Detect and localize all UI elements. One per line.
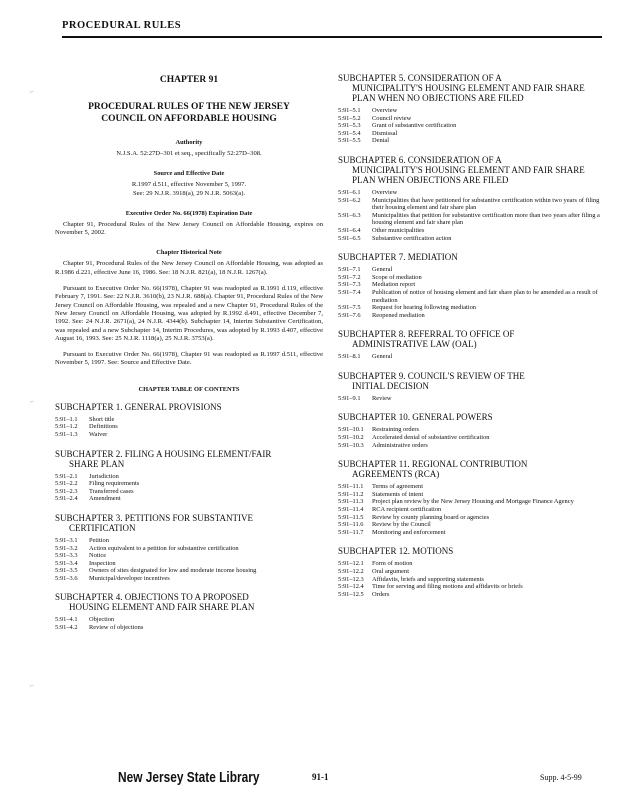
section-entry <box>338 227 600 235</box>
section-entry <box>338 137 600 145</box>
chapter-title-line2: COUNCIL ON AFFORDABLE HOUSING <box>101 114 277 124</box>
subchapter-title-text: SUBCHAPTER 10. GENERAL POWERS <box>338 412 493 423</box>
section-number: 5:91–10.2 <box>338 434 364 442</box>
section-title: Review of objections <box>89 624 144 632</box>
subchapter-block <box>338 459 600 536</box>
section-number: 5:91–5.1 <box>338 107 361 114</box>
subchapter-title <box>55 449 323 469</box>
section-title: Reopened mediation <box>372 311 425 319</box>
section-number: 5:91–2.4 <box>55 495 78 503</box>
authority-text: N.J.S.A. 52:27D–301 et seq., specifically 52:27D–308. <box>116 150 262 157</box>
chapter-title <box>55 101 323 125</box>
section-entry <box>338 506 600 514</box>
section-number: 5:91–4.2 <box>55 624 78 632</box>
header-rule <box>62 36 602 38</box>
section-number: 5:91–11.4 <box>338 506 364 514</box>
section-title: Review by the Council <box>372 521 431 529</box>
section-list <box>338 353 600 361</box>
subchapter-block <box>55 402 323 439</box>
subchapter-title-text: SUBCHAPTER 8. REFERRAL TO OFFICE OF <box>338 329 515 340</box>
section-entry <box>55 624 323 632</box>
section-entry <box>55 616 323 624</box>
section-number: 5:91–2.1 <box>55 472 78 480</box>
historical-note-heading: Chapter Historical Note <box>156 249 222 257</box>
section-title: Transferred cases <box>89 487 134 495</box>
section-entry <box>55 423 323 431</box>
section-number: 5:91–7.6 <box>338 311 361 319</box>
section-number: 5:91–7.4 <box>338 288 361 296</box>
section-entry <box>338 235 600 243</box>
section-list <box>55 473 323 503</box>
section-title: General <box>372 266 393 274</box>
section-title: Filing requirements <box>89 480 140 488</box>
section-entry <box>55 416 323 424</box>
section-entry <box>338 529 600 537</box>
section-number: 5:91–11.6 <box>338 521 364 529</box>
historical-note-para2: Pursuant to Executive Order No. 66(1978), Chapter 91 was readopted as R.1991 d.119, effective February 7, 1991. See: 22 N.J.R. 3610(b), 23 N.J.R. 688(a). Chapter 91, Procedural Rules of the New Jersey Council on Affordable Housing, was repealed and a new Chapter 91, Procedural Rules of the New Jersey Council on Affordable Housing, was adopted by R.1992 d.491, effective December 7, 1992. See: 24 N.J.R. 2671(a), 24 N.J.R. 4344(b). Subchapter 14, Interim Substantive Certification, was repealed and a new Subchapter 14, Interim Procedures, was adopted by R.1993 d.407, effective August 16, 1993. See: 25 N.J.R. 1118(a), 25 N.J.R. 3753(a). <box>55 285 323 342</box>
section-number: 5:91–5.4 <box>338 129 361 137</box>
section-entry <box>338 568 600 576</box>
left-column <box>55 75 323 642</box>
section-number: 5:91–6.3 <box>338 211 361 219</box>
section-title: Council review <box>372 114 412 122</box>
section-title: Owners of sites designated for low and moderate income housing <box>89 567 257 575</box>
section-title: Statements of intent <box>372 490 424 498</box>
subchapter-block <box>55 592 323 631</box>
section-number: 5:91–11.2 <box>338 490 364 498</box>
section-entry <box>55 545 323 553</box>
section-title: Definitions <box>89 423 118 431</box>
historical-note-para3: Pursuant to Executive Order No. 66(1978), Chapter 91 was readopted as R.1997 d.511, effective November 5, 1997. See: Source and Effective Date. <box>55 351 323 367</box>
section-number: 5:91–6.1 <box>338 188 361 196</box>
section-entry <box>55 575 323 583</box>
section-title: Jurisdiction <box>89 472 119 480</box>
subchapter-title-text: SUBCHAPTER 7. MEDIATION <box>338 252 458 263</box>
subchapter-block <box>338 412 600 449</box>
section-entry <box>338 212 600 227</box>
section-number: 5:91–12.4 <box>338 583 364 591</box>
section-number: 5:91–3.6 <box>55 574 78 582</box>
section-title: Terms of agreement <box>372 483 424 491</box>
subchapter-title-continued: MUNICIPALITY'S HOUSING ELEMENT AND FAIR SHARE PLAN WHEN OBJECTIONS ARE FILED <box>352 164 585 185</box>
section-entry <box>55 473 323 481</box>
section-entry <box>338 521 600 529</box>
subchapter-title-continued: AGREEMENTS (RCA) <box>352 469 440 480</box>
section-title: Restraining orders <box>372 426 420 434</box>
section-title: Overview <box>372 188 398 196</box>
section-title: Time for serving and filing motions and affidavits or briefs <box>372 583 523 591</box>
section-entry <box>55 560 323 568</box>
source-heading: Source and Effective Date <box>153 170 225 178</box>
subchapter-title-text: SUBCHAPTER 1. GENERAL PROVISIONS <box>55 401 222 412</box>
section-title: Publication of notice of housing element and fair share plan to be amended as a result of mediation <box>372 288 598 304</box>
executive-order-heading: Executive Order No. 66(1978) Expiration Date <box>125 209 253 217</box>
section-title: Administrative orders <box>372 441 428 449</box>
section-title: Request for hearing following mediation <box>372 304 477 312</box>
subchapter-title-text: SUBCHAPTER 5. CONSIDERATION OF A <box>338 73 502 83</box>
section-number: 5:91–8.1 <box>338 353 361 361</box>
scan-mark: ⌐ <box>30 88 34 96</box>
section-title: Municipalities that have petitioned for substantive certification within two years of filing their housing element and fair share plan <box>372 196 600 212</box>
section-title: Denial <box>372 137 390 145</box>
subchapter-title-continued: INITIAL DECISION <box>352 380 429 391</box>
subchapter-title <box>338 252 600 262</box>
subchapter-title-continued: ADMINISTRATIVE LAW (OAL) <box>352 339 477 350</box>
section-entry <box>55 480 323 488</box>
section-title: Petition <box>89 536 109 544</box>
subchapter-block <box>55 513 323 583</box>
section-title: RCA recipient certification <box>372 506 442 514</box>
section-number: 5:91–2.2 <box>55 480 78 488</box>
section-entry <box>55 488 323 496</box>
section-number: 5:91–6.4 <box>338 226 361 234</box>
section-entry <box>338 583 600 591</box>
section-list <box>338 107 600 145</box>
section-title: Dismissal <box>372 129 398 137</box>
subchapter-block <box>338 252 600 319</box>
section-title: Orders <box>372 590 390 598</box>
section-entry <box>55 567 323 575</box>
subchapter-title-text: SUBCHAPTER 6. CONSIDERATION OF A <box>338 154 502 165</box>
page-number: 91-1 <box>312 772 329 782</box>
section-entry <box>338 304 600 312</box>
section-number: 5:91–6.2 <box>338 196 361 204</box>
section-list <box>338 266 600 319</box>
scan-mark: ⌐ <box>30 398 34 406</box>
section-entry <box>338 122 600 130</box>
section-list <box>55 616 323 631</box>
section-number: 5:91–10.3 <box>338 441 364 449</box>
section-title: Scope of mediation <box>372 273 422 281</box>
section-number: 5:91–12.3 <box>338 575 364 583</box>
subchapter-title-text: SUBCHAPTER 9. COUNCIL'S REVIEW OF THE <box>338 370 525 381</box>
section-title: Form of motion <box>372 560 413 568</box>
subchapter-title-text: SUBCHAPTER 12. MOTIONS <box>338 546 454 557</box>
source-line2: See: 29 N.J.R. 3918(a), 29 N.J.R. 5063(a). <box>132 189 246 197</box>
section-entry <box>338 514 600 522</box>
section-title: Short title <box>89 415 115 423</box>
left-toc-list <box>55 402 323 632</box>
section-entry <box>338 353 600 361</box>
section-number: 5:91–6.5 <box>338 234 361 242</box>
subchapter-title <box>338 371 600 391</box>
subchapter-title-text: SUBCHAPTER 4. OBJECTIONS TO A PROPOSED <box>55 592 249 603</box>
right-column <box>338 73 600 608</box>
section-list <box>338 426 600 449</box>
section-number: 5:91–3.1 <box>55 536 78 544</box>
section-entry <box>338 442 600 450</box>
section-title: Grant of substantive certification <box>372 122 457 130</box>
section-entry <box>338 189 600 197</box>
section-entry <box>338 130 600 138</box>
section-number: 5:91–7.3 <box>338 281 361 289</box>
section-number: 5:91–7.1 <box>338 266 361 274</box>
section-title: Inspection <box>89 559 116 567</box>
subchapter-title-text: SUBCHAPTER 2. FILING A HOUSING ELEMENT/FAIR <box>55 448 272 459</box>
toc-heading: CHAPTER TABLE OF CONTENTS <box>138 385 240 393</box>
section-number: 5:91–5.2 <box>338 114 361 122</box>
subchapter-title-text: SUBCHAPTER 11. REGIONAL CONTRIBUTION <box>338 459 528 470</box>
subchapter-title-continued: CERTIFICATION <box>69 522 136 533</box>
section-title: Oral argument <box>372 568 409 575</box>
subchapter-title <box>338 546 600 556</box>
section-title: Amendment <box>89 495 121 503</box>
section-number: 5:91–11.1 <box>338 483 364 491</box>
section-number: 5:91–11.3 <box>338 498 364 506</box>
subchapter-title <box>338 155 600 185</box>
section-entry <box>338 395 600 403</box>
source-line1: R.1997 d.511, effective November 5, 1997. <box>131 181 247 189</box>
subchapter-title-continued: SHARE PLAN <box>69 458 125 469</box>
section-list <box>338 189 600 242</box>
section-title: Mediation report <box>372 281 416 289</box>
section-title: Overview <box>372 107 398 114</box>
section-number: 5:91–3.5 <box>55 567 78 575</box>
section-entry <box>338 483 600 491</box>
section-list <box>338 560 600 598</box>
section-title: Review by county planning board or agencies <box>372 513 490 521</box>
section-entry <box>338 491 600 499</box>
section-list <box>55 416 323 439</box>
section-entry <box>338 591 600 599</box>
subchapter-title-continued: MUNICIPALITY'S HOUSING ELEMENT AND FAIR SHARE PLAN WHEN NO OBJECTIONS ARE FILED <box>352 83 585 103</box>
section-title: Notice <box>89 552 107 560</box>
section-title: Review <box>372 394 392 402</box>
subchapter-title <box>338 329 600 349</box>
library-stamp: New Jersey State Library <box>118 770 260 786</box>
section-number: 5:91–5.5 <box>338 137 361 145</box>
subchapter-title <box>55 513 323 533</box>
section-entry <box>338 266 600 274</box>
subchapter-block <box>338 155 600 242</box>
authority-heading: Authority <box>175 139 203 146</box>
subchapter-title-text: SUBCHAPTER 3. PETITIONS FOR SUBSTANTIVE <box>55 512 254 523</box>
section-title: Action equivalent to a petition for substantive certification <box>89 544 239 552</box>
section-title: Affidavits, briefs and supporting statements <box>372 575 484 583</box>
section-entry <box>55 431 323 439</box>
section-number: 5:91–5.3 <box>338 122 361 130</box>
right-toc-list <box>338 73 600 598</box>
section-entry <box>338 281 600 289</box>
section-number: 5:91–7.2 <box>338 273 361 281</box>
section-title: Accelerated denial of substantive certification <box>372 434 490 442</box>
section-number: 5:91–1.2 <box>55 423 78 431</box>
section-entry <box>338 434 600 442</box>
section-title: Monitoring and enforcement <box>372 528 446 536</box>
section-entry <box>338 115 600 123</box>
source-text <box>55 181 323 198</box>
supplement-date: Supp. 4-5-99 <box>540 773 582 782</box>
section-number: 5:91–9.1 <box>338 394 361 402</box>
section-entry <box>55 552 323 560</box>
subchapter-title <box>338 73 600 103</box>
section-entry <box>338 560 600 568</box>
chapter-number: CHAPTER 91 <box>159 75 219 85</box>
section-number: 5:91–12.2 <box>338 568 364 575</box>
subchapter-title <box>55 592 323 612</box>
chapter-title-line1: PROCEDURAL RULES OF THE NEW JERSEY <box>88 102 290 112</box>
section-entry <box>338 274 600 282</box>
section-entry <box>338 576 600 584</box>
subchapter-block <box>55 449 323 503</box>
section-title: Waiver <box>89 430 108 438</box>
section-entry <box>338 289 600 304</box>
section-number: 5:91–3.3 <box>55 552 78 560</box>
section-entry <box>55 495 323 503</box>
section-number: 5:91–11.5 <box>338 513 364 521</box>
section-title: Substantive certification action <box>372 234 452 242</box>
executive-order-text: Chapter 91, Procedural Rules of the New Jersey Council on Affordable Housing, expires on November 5, 2002. <box>55 220 323 237</box>
subchapter-block <box>338 371 600 403</box>
section-number: 5:91–3.4 <box>55 559 78 567</box>
scan-mark: ⌐ <box>30 682 34 690</box>
subchapter-title <box>338 459 600 479</box>
section-list <box>55 537 323 583</box>
running-head: PROCEDURAL RULES <box>62 20 182 31</box>
subchapter-block <box>338 73 600 145</box>
section-number: 5:91–2.3 <box>55 487 78 495</box>
section-title: Other municipalities <box>372 226 425 234</box>
section-title: Project plan review by the New Jersey Housing and Mortgage Finance Agency <box>372 498 574 506</box>
section-title: General <box>372 353 393 361</box>
subchapter-title-continued: HOUSING ELEMENT AND FAIR SHARE PLAN <box>69 602 255 613</box>
section-number: 5:91–11.7 <box>338 528 364 536</box>
section-entry <box>338 498 600 506</box>
section-title: Municipal/developer incentives <box>89 574 170 582</box>
subchapter-title <box>55 402 323 412</box>
subchapter-block <box>338 546 600 598</box>
subchapter-title <box>338 412 600 422</box>
section-number: 5:91–1.3 <box>55 430 78 438</box>
section-title: Municipalities that petition for substantive certification more than two years after filing a housing element and fair share plan <box>372 211 600 227</box>
section-number: 5:91–1.1 <box>55 415 78 423</box>
subchapter-block <box>338 329 600 361</box>
section-number: 5:91–7.5 <box>338 304 361 312</box>
section-entry <box>338 312 600 320</box>
section-list <box>338 395 600 403</box>
section-title: Objection <box>89 616 115 624</box>
section-entry <box>55 537 323 545</box>
section-entry <box>338 107 600 115</box>
section-entry <box>338 426 600 434</box>
section-number: 5:91–10.1 <box>338 426 364 434</box>
historical-note-para1: Chapter 91, Procedural Rules of the New Jersey Council on Affordable Housing, was adopted as R.1986 d.221, effective June 16, 1986. See: 18 N.J.R. 821(a), 18 N.J.R. 1267(a). <box>55 260 323 276</box>
section-number: 5:91–3.2 <box>55 544 78 552</box>
section-list <box>338 483 600 536</box>
section-entry <box>338 197 600 212</box>
section-number: 5:91–4.1 <box>55 616 78 624</box>
section-number: 5:91–12.5 <box>338 590 364 598</box>
section-number: 5:91–12.1 <box>338 560 364 568</box>
